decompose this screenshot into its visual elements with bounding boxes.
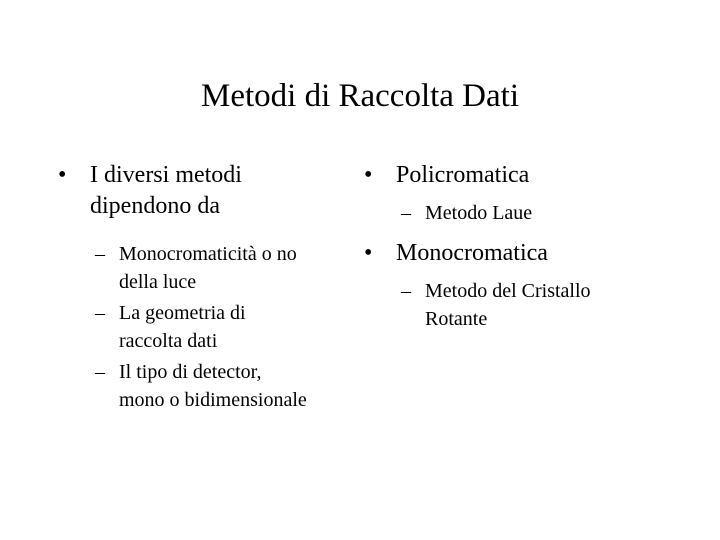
sub-item-metodo-laue [364,199,664,227]
sub-item-monocromaticita [58,240,358,296]
sub-item-text-line: della luce [119,271,197,293]
bullet-item-metodi [58,160,358,222]
sub-item-geometria [58,299,358,355]
sub-item-text-line: Monocromaticità o no [119,243,297,265]
bullet-icon: • [58,162,67,188]
bullet-text-line: Monocromatica [396,240,548,266]
bullet-text-line: dipendono da [90,193,220,219]
sub-item-text-line: mono o bidimensionale [119,389,307,411]
dash-icon: – [95,361,105,383]
bullet-item-monocromatica [364,238,664,269]
sub-item-cristallo-rotante [364,277,664,333]
sub-item-text-line: Rotante [425,308,488,330]
bullet-text-line: I diversi metodi [90,162,242,188]
right-column [364,160,664,333]
left-column [58,160,358,414]
sub-item-text-line: raccolta dati [119,330,218,352]
sub-item-detector [58,358,358,414]
sub-item-text-line: La geometria di [119,302,246,324]
dash-icon: – [95,243,105,265]
bullet-icon: • [364,162,373,188]
sub-item-text-line: Metodo Laue [425,202,533,224]
dash-icon: – [401,280,411,302]
sub-item-text-line: Il tipo di detector, [119,361,262,383]
bullet-text-line: Policromatica [396,162,530,188]
bullet-item-policromatica [364,160,664,191]
dash-icon: – [95,302,105,324]
sub-item-text-line: Metodo del Cristallo [425,280,591,302]
bullet-icon: • [364,240,373,266]
slide-title: Metodi di Raccolta Dati [201,78,519,114]
dash-icon: – [401,202,411,224]
